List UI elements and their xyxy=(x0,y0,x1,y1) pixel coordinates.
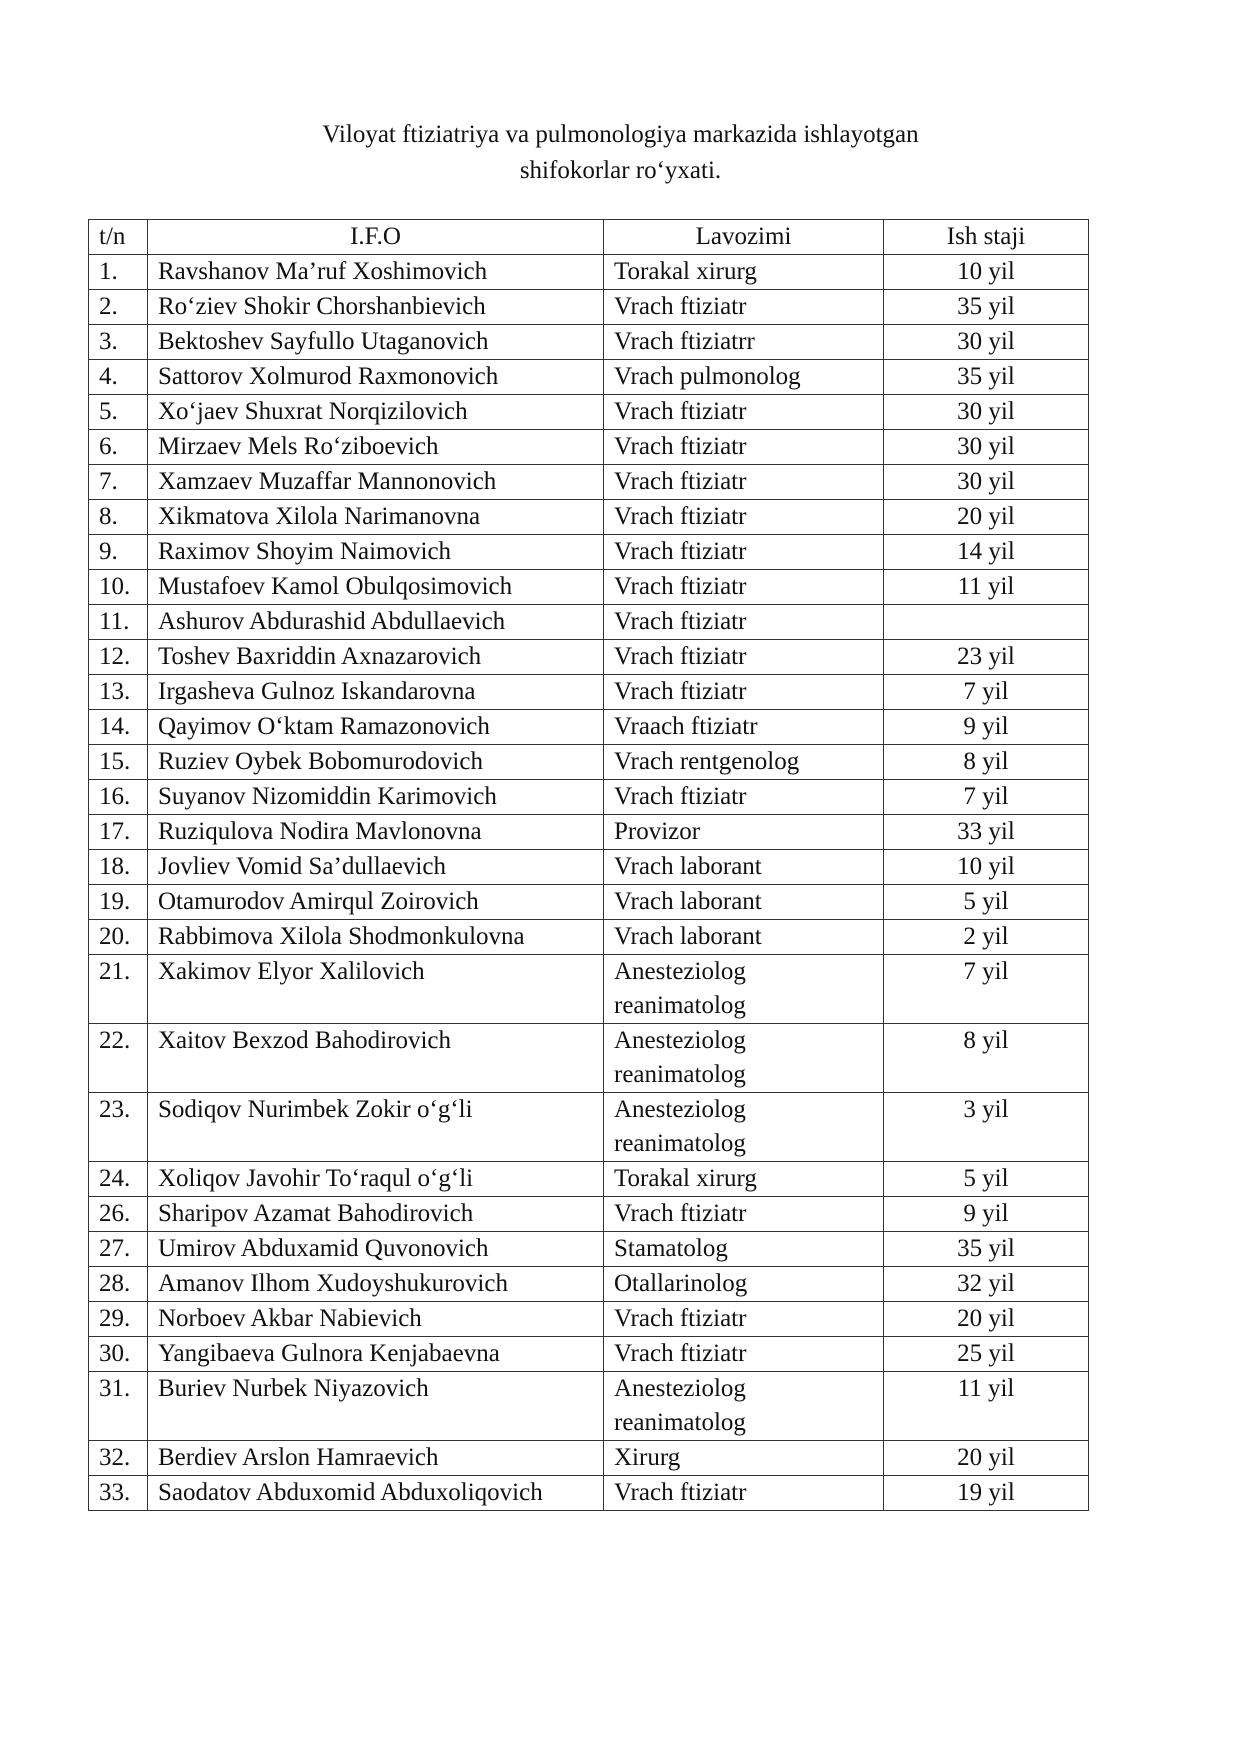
row-position: Vrach ftiziatr xyxy=(604,605,884,640)
row-position: Vrach ftiziatr xyxy=(604,290,884,325)
row-position: Vrach ftiziatr xyxy=(604,1302,884,1337)
table-row xyxy=(89,1337,1089,1372)
table-row xyxy=(89,1476,1089,1511)
table-row xyxy=(89,1024,1089,1093)
row-number: 5. xyxy=(89,395,148,430)
row-experience: 20 yil xyxy=(884,500,1089,535)
table-row xyxy=(89,325,1089,360)
row-full-name: Buriev Nurbek Niyazovich xyxy=(148,1372,604,1441)
row-experience: 14 yil xyxy=(884,535,1089,570)
title-line-2: shifokorlar ro‘yxati. xyxy=(519,157,722,184)
table-row xyxy=(89,465,1089,500)
row-experience: 8 yil xyxy=(884,745,1089,780)
row-position: Vrach laborant xyxy=(604,850,884,885)
row-number: 22. xyxy=(89,1024,148,1093)
row-position: Vrach rentgenolog xyxy=(604,745,884,780)
row-number: 10. xyxy=(89,570,148,605)
row-experience: 7 yil xyxy=(884,780,1089,815)
row-full-name: Xaitov Bexzod Bahodirovich xyxy=(148,1024,604,1093)
row-number: 32. xyxy=(89,1441,148,1476)
row-experience: 7 yil xyxy=(884,955,1089,1024)
row-position: Vrach ftiziatr xyxy=(604,535,884,570)
row-experience: 2 yil xyxy=(884,920,1089,955)
row-full-name: Toshev Baxriddin Axnazarovich xyxy=(148,640,604,675)
row-full-name: Rabbimova Xilola Shodmonkulovna xyxy=(148,920,604,955)
row-full-name: Umirov Abduxamid Quvonovich xyxy=(148,1232,604,1267)
row-number: 30. xyxy=(89,1337,148,1372)
row-full-name: Ro‘ziev Shokir Chorshanbievich xyxy=(148,290,604,325)
row-experience: 5 yil xyxy=(884,1162,1089,1197)
row-position: Torakal xirurg xyxy=(604,255,884,290)
row-experience: 11 yil xyxy=(884,1372,1089,1441)
row-experience: 35 yil xyxy=(884,360,1089,395)
row-position: Vrach laborant xyxy=(604,885,884,920)
row-full-name: Norboev Akbar Nabievich xyxy=(148,1302,604,1337)
table-row xyxy=(89,780,1089,815)
row-position: Vrach ftiziatr xyxy=(604,780,884,815)
table-row xyxy=(89,1197,1089,1232)
row-experience: 30 yil xyxy=(884,430,1089,465)
row-position: Anesteziolog reanimatolog xyxy=(604,1093,884,1162)
row-number: 12. xyxy=(89,640,148,675)
table-row xyxy=(89,955,1089,1024)
staff-table xyxy=(88,219,1089,1511)
row-number: 7. xyxy=(89,465,148,500)
row-full-name: Sharipov Azamat Bahodirovich xyxy=(148,1197,604,1232)
row-number: 1. xyxy=(89,255,148,290)
row-experience: 11 yil xyxy=(884,570,1089,605)
row-full-name: Xoliqov Javohir To‘raqul o‘g‘li xyxy=(148,1162,604,1197)
header-number: t/n xyxy=(89,220,148,255)
row-experience: 20 yil xyxy=(884,1302,1089,1337)
row-position: Anesteziolog reanimatolog xyxy=(604,1372,884,1441)
row-position: Vrach ftiziatr xyxy=(604,675,884,710)
table-row xyxy=(89,850,1089,885)
row-full-name: Amanov Ilhom Xudoyshukurovich xyxy=(148,1267,604,1302)
table-row xyxy=(89,815,1089,850)
row-number: 13. xyxy=(89,675,148,710)
row-experience: 33 yil xyxy=(884,815,1089,850)
table-row xyxy=(89,1093,1089,1162)
row-experience: 23 yil xyxy=(884,640,1089,675)
row-experience: 19 yil xyxy=(884,1476,1089,1511)
table-row xyxy=(89,640,1089,675)
row-full-name: Xamzaev Muzaffar Mannonovich xyxy=(148,465,604,500)
row-experience: 32 yil xyxy=(884,1267,1089,1302)
row-number: 27. xyxy=(89,1232,148,1267)
table-body xyxy=(89,255,1089,1511)
row-number: 3. xyxy=(89,325,148,360)
row-full-name: Ravshanov Ma’ruf Xoshimovich xyxy=(148,255,604,290)
row-experience: 9 yil xyxy=(884,710,1089,745)
row-full-name: Yangibaeva Gulnora Kenjabaevna xyxy=(148,1337,604,1372)
row-full-name: Raximov Shoyim Naimovich xyxy=(148,535,604,570)
table-row xyxy=(89,745,1089,780)
row-experience: 5 yil xyxy=(884,885,1089,920)
row-number: 17. xyxy=(89,815,148,850)
row-number: 2. xyxy=(89,290,148,325)
row-full-name: Otamurodov Amirqul Zoirovich xyxy=(148,885,604,920)
row-number: 4. xyxy=(89,360,148,395)
table-row xyxy=(89,885,1089,920)
row-position: Vrach ftiziatr xyxy=(604,395,884,430)
row-number: 18. xyxy=(89,850,148,885)
row-number: 6. xyxy=(89,430,148,465)
table-header xyxy=(89,220,1089,255)
row-full-name: Qayimov O‘ktam Ramazonovich xyxy=(148,710,604,745)
table-row xyxy=(89,1232,1089,1267)
row-experience: 8 yil xyxy=(884,1024,1089,1093)
row-position: Vraach ftiziatr xyxy=(604,710,884,745)
row-full-name: Irgasheva Gulnoz Iskandarovna xyxy=(148,675,604,710)
row-position: Torakal xirurg xyxy=(604,1162,884,1197)
row-experience xyxy=(884,605,1089,640)
row-full-name: Ashurov Abdurashid Abdullaevich xyxy=(148,605,604,640)
table-row xyxy=(89,395,1089,430)
document-title xyxy=(0,117,1241,189)
row-position: Vrach ftiziatr xyxy=(604,570,884,605)
row-position: Vrach ftiziatr xyxy=(604,500,884,535)
row-full-name: Xikmatova Xilola Narimanovna xyxy=(148,500,604,535)
table-row xyxy=(89,1372,1089,1441)
row-full-name: Sattorov Xolmurod Raxmonovich xyxy=(148,360,604,395)
row-experience: 10 yil xyxy=(884,255,1089,290)
row-full-name: Berdiev Arslon Hamraevich xyxy=(148,1441,604,1476)
header-experience: Ish staji xyxy=(884,220,1089,255)
row-position: Anesteziolog reanimatolog xyxy=(604,1024,884,1093)
row-position: Vrach ftiziatr xyxy=(604,1476,884,1511)
header-row xyxy=(89,220,1089,255)
table-row xyxy=(89,1302,1089,1337)
table-row xyxy=(89,710,1089,745)
row-number: 28. xyxy=(89,1267,148,1302)
row-full-name: Suyanov Nizomiddin Karimovich xyxy=(148,780,604,815)
row-experience: 7 yil xyxy=(884,675,1089,710)
row-position: Vrach ftiziatr xyxy=(604,465,884,500)
title-line-1: Viloyat ftiziatriya va pulmonologiya markazida ishlayotgan xyxy=(322,121,919,148)
row-position: Vrach ftiziatr xyxy=(604,1197,884,1232)
row-experience: 10 yil xyxy=(884,850,1089,885)
header-full-name: I.F.O xyxy=(148,220,604,255)
row-experience: 30 yil xyxy=(884,465,1089,500)
table-row xyxy=(89,290,1089,325)
row-number: 29. xyxy=(89,1302,148,1337)
row-number: 19. xyxy=(89,885,148,920)
table-row xyxy=(89,1267,1089,1302)
row-number: 23. xyxy=(89,1093,148,1162)
table-row xyxy=(89,1441,1089,1476)
row-position: Vrach ftiziatrr xyxy=(604,325,884,360)
row-experience: 35 yil xyxy=(884,1232,1089,1267)
table-row xyxy=(89,675,1089,710)
table-row xyxy=(89,570,1089,605)
row-number: 8. xyxy=(89,500,148,535)
row-position: Vrach laborant xyxy=(604,920,884,955)
table-row xyxy=(89,920,1089,955)
row-number: 24. xyxy=(89,1162,148,1197)
row-number: 14. xyxy=(89,710,148,745)
row-position: Vrach ftiziatr xyxy=(604,640,884,675)
row-number: 15. xyxy=(89,745,148,780)
row-full-name: Mustafoev Kamol Obulqosimovich xyxy=(148,570,604,605)
row-experience: 3 yil xyxy=(884,1093,1089,1162)
row-number: 21. xyxy=(89,955,148,1024)
row-experience: 9 yil xyxy=(884,1197,1089,1232)
row-number: 16. xyxy=(89,780,148,815)
row-full-name: Ruziqulova Nodira Mavlonovna xyxy=(148,815,604,850)
row-full-name: Bektoshev Sayfullo Utaganovich xyxy=(148,325,604,360)
row-position: Provizor xyxy=(604,815,884,850)
row-full-name: Saodatov Abduxomid Abduxoliqovich xyxy=(148,1476,604,1511)
row-number: 26. xyxy=(89,1197,148,1232)
table-row xyxy=(89,500,1089,535)
row-number: 33. xyxy=(89,1476,148,1511)
row-position: Anesteziolog reanimatolog xyxy=(604,955,884,1024)
row-position: Vrach ftiziatr xyxy=(604,1337,884,1372)
row-full-name: Ruziev Oybek Bobomurodovich xyxy=(148,745,604,780)
row-experience: 30 yil xyxy=(884,395,1089,430)
table-row xyxy=(89,535,1089,570)
table-row xyxy=(89,1162,1089,1197)
row-number: 31. xyxy=(89,1372,148,1441)
row-full-name: Mirzaev Mels Ro‘ziboevich xyxy=(148,430,604,465)
row-full-name: Xo‘jaev Shuxrat Norqizilovich xyxy=(148,395,604,430)
row-experience: 35 yil xyxy=(884,290,1089,325)
row-number: 11. xyxy=(89,605,148,640)
row-full-name: Jovliev Vomid Sa’dullaevich xyxy=(148,850,604,885)
table-row xyxy=(89,605,1089,640)
row-position: Vrach pulmonolog xyxy=(604,360,884,395)
row-full-name: Xakimov Elyor Xalilovich xyxy=(148,955,604,1024)
row-number: 9. xyxy=(89,535,148,570)
row-number: 20. xyxy=(89,920,148,955)
row-position: Otallarinolog xyxy=(604,1267,884,1302)
table-row xyxy=(89,430,1089,465)
row-position: Vrach ftiziatr xyxy=(604,430,884,465)
row-position: Stamatolog xyxy=(604,1232,884,1267)
table-row xyxy=(89,255,1089,290)
row-full-name: Sodiqov Nurimbek Zokir o‘g‘li xyxy=(148,1093,604,1162)
row-experience: 25 yil xyxy=(884,1337,1089,1372)
row-experience: 20 yil xyxy=(884,1441,1089,1476)
row-position: Xirurg xyxy=(604,1441,884,1476)
row-experience: 30 yil xyxy=(884,325,1089,360)
table-row xyxy=(89,360,1089,395)
header-position: Lavozimi xyxy=(604,220,884,255)
